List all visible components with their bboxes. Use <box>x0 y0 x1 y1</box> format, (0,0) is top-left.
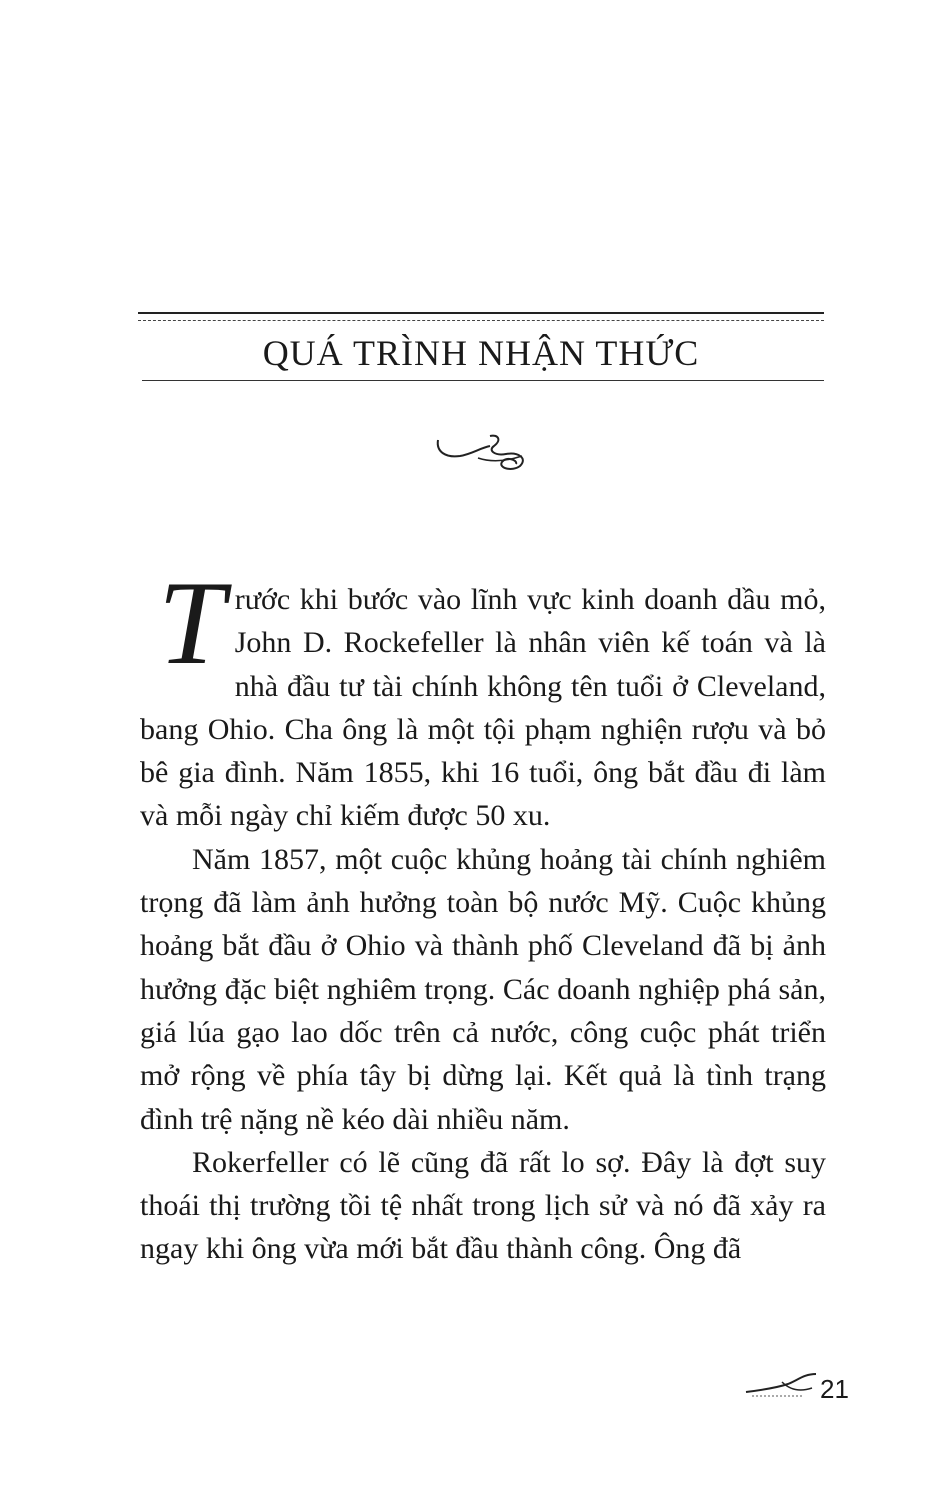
drop-cap: T <box>158 556 225 689</box>
paragraph-1 <box>140 556 826 838</box>
body-text <box>140 556 826 1271</box>
page-flourish-icon <box>742 1362 822 1402</box>
title-rule-bottom <box>142 380 824 381</box>
title-rule-top <box>138 312 824 321</box>
paragraph-1-text: rước khi bước vào lĩnh vực kinh doanh dầu mỏ, John D. Rockefeller là nhân viên kế toán và là nhà đầu tư tài chính không tên tuổi ở Cleveland, bang Ohio. Cha ông là một tội phạm nghiện rượu và bỏ bê gia đình. Năm 1855, khi 16 tuổi, ông bắt đầu đi làm và mỗi ngày chỉ kiếm được 50 xu. <box>140 583 826 833</box>
chapter-title: QUÁ TRÌNH NHẬN THỨC <box>262 333 700 373</box>
page-number: 21 <box>820 1374 849 1404</box>
flourish-ornament-icon <box>432 428 532 476</box>
paragraph-3: Rokerfeller có lẽ cũng đã rất lo sợ. Đây là đợt suy thoái thị trường tồi tệ nhất trong lịch sử và nó đã xảy ra ngay khi ông vừa mới bắt đầu thành công. Ông đã <box>140 1145 826 1266</box>
paragraph-2: Năm 1857, một cuộc khủng hoảng tài chính nghiêm trọng đã làm ảnh hưởng toàn bộ nước Mỹ. Cuộc khủng hoảng bắt đầu ở Ohio và thành phố Cleveland đã bị ảnh hưởng đặc biệt nghiêm trọng. Các doanh nghiệp phá sản, giá lúa gạo lao dốc trên cả nước, công cuộc phát triển mở rộng về phía tây bị dừng lại. Kết quả là tình trạng đình trệ nặng nề kéo dài nhiều năm. <box>140 842 826 1136</box>
